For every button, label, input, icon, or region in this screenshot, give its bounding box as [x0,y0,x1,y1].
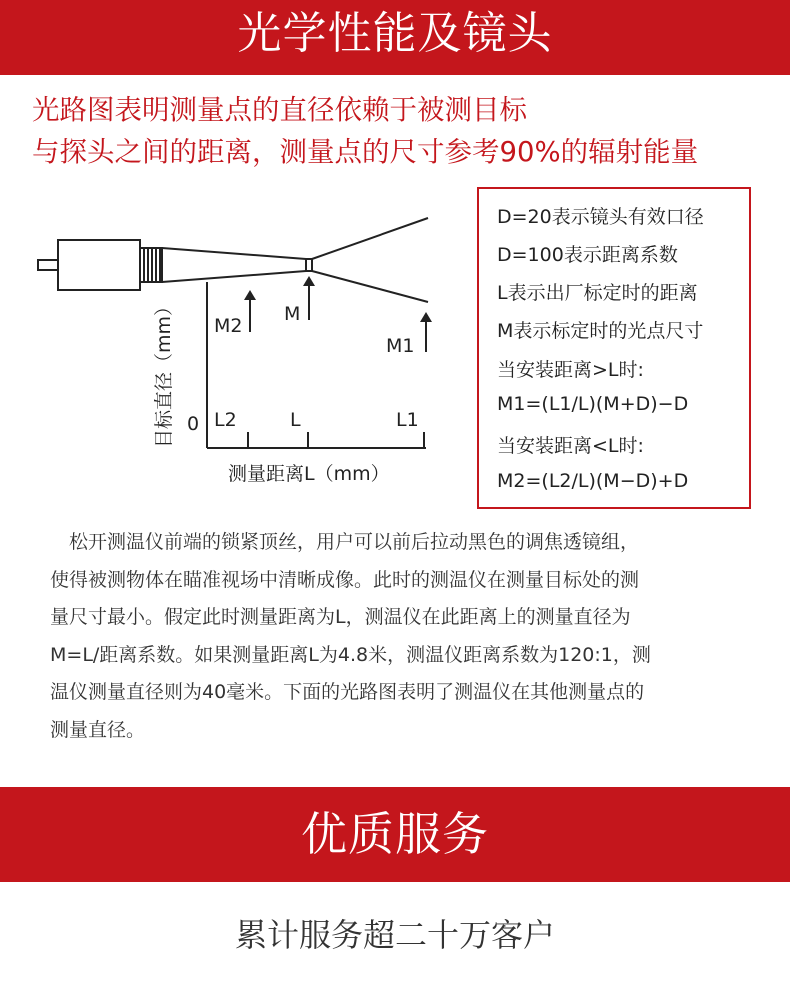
arrow-m2 [244,290,256,332]
legend-line: D=100表示距离系数 [497,244,678,266]
section-title: 光学性能及镜头 [237,8,553,59]
paragraph-line: 使得被测物体在瞄准视场中清晰成像。此时的测温仪在测量目标处的测 [50,568,640,591]
legend-line: 当安装距离<L时: [497,435,644,457]
legend-line: M表示标定时的光点尺寸 [497,320,704,342]
probe-body [58,240,140,290]
probe-cable [38,260,58,270]
origin-label: 0 [187,413,200,435]
y-axis-title: 目标直径（mm） [153,296,175,448]
tick-label-l1: L1 [396,409,419,431]
section-title: 优质服务 [301,807,489,861]
optical-path-diagram [28,200,468,500]
paragraph-line: 量尺寸最小。假定此时测量距离为L，测温仪在此距离上的测量直径为 [50,606,631,628]
x-axis-title: 测量距离L（mm） [228,463,390,485]
legend-line: L表示出厂标定时的距离 [497,282,698,304]
service-tagline: 累计服务超二十万客户 [234,916,555,954]
paragraph-line: 温仪测量直径则为40毫米。下面的光路图表明了测温仪在其他测量点的 [50,681,645,703]
section-header-optics [0,0,790,75]
tick-label-l: L [290,409,301,431]
label-m2: M2 [214,315,243,337]
caption-line-2: 与探头之间的距离，测量点的尺寸参考90%的辐射能量 [32,136,699,168]
description-paragraph [50,524,750,749]
arrow-m1 [420,312,432,352]
paragraph-line: 松开测温仪前端的锁紧顶丝，用户可以前后拉动黑色的调焦透镜组， [50,531,640,553]
label-m1: M1 [386,335,415,357]
tick-label-l2: L2 [214,409,237,431]
legend-line: M1=(L1/L)(M+D)−D [497,393,689,415]
probe-thread [140,248,162,282]
legend-line: M2=(L2/L)(M−D)+D [497,470,689,492]
section-header-service [0,787,790,882]
legend-line: D=20表示镜头有效口径 [497,206,704,228]
legend-line: 当安装距离>L时: [497,359,644,381]
paragraph-line: 测量直径。 [50,718,146,741]
paragraph-line: M=L/距离系数。如果测量距离L为4.8米，测温仪距离系数为120:1，测 [50,643,651,666]
caption-line-1: 光路图表明测量点的直径依赖于被测目标 [32,94,527,126]
arrow-m [303,276,315,320]
label-m: M [284,303,301,325]
legend-box [477,187,751,509]
optical-cone [162,218,428,302]
